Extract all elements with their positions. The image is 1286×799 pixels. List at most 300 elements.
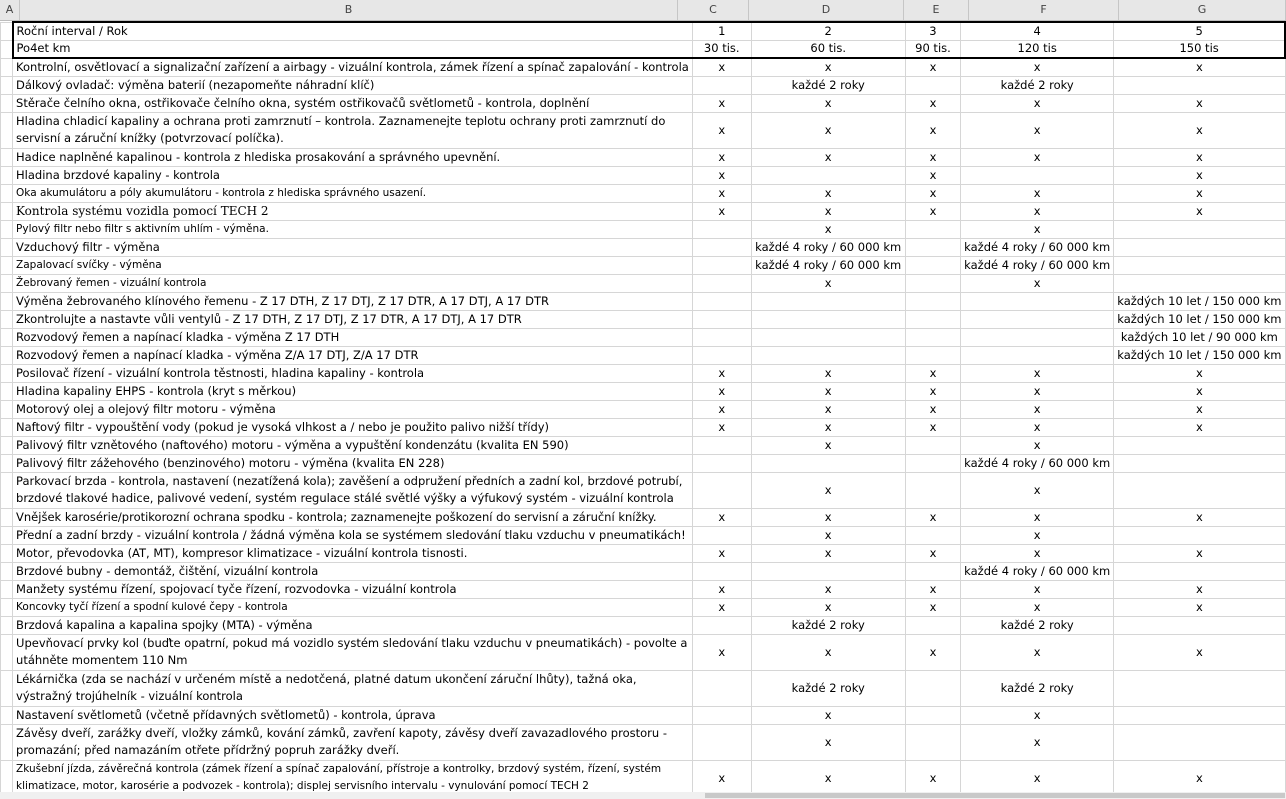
row-header-cell[interactable] — [1, 670, 13, 706]
table-row — [1, 400, 1286, 418]
interval-cell-e[interactable]: x — [905, 364, 960, 382]
interval-cell-d[interactable] — [751, 562, 905, 580]
task-cell[interactable]: Palivový filtr zážehového (benzinového) motoru - výměna (kvalita EN 228) — [13, 454, 693, 472]
interval-cell-e[interactable] — [905, 724, 960, 760]
task-cell[interactable]: Oka akumulátoru a póly akumulátoru - kontrola z hlediska správného usazení. — [13, 184, 693, 202]
interval-cell-e[interactable]: x — [905, 634, 960, 670]
interval-cell-f[interactable]: x — [961, 220, 1114, 238]
interval-cell-g[interactable] — [1114, 220, 1285, 238]
interval-cell-c[interactable]: x — [692, 418, 751, 436]
interval-cell-g[interactable] — [1114, 670, 1285, 706]
interval-cell-e[interactable] — [905, 454, 960, 472]
interval-cell-f[interactable]: x — [961, 508, 1114, 526]
interval-cell-e[interactable] — [905, 274, 960, 292]
interval-cell-d[interactable] — [751, 454, 905, 472]
table-row — [1, 634, 1286, 670]
interval-cell-d[interactable]: každé 4 roky / 60 000 km — [751, 238, 905, 256]
interval-cell-f[interactable]: x — [961, 634, 1114, 670]
task-cell[interactable]: Přední a zadní brzdy - vizuální kontrola / žádná výměna kola se systémem sledování tlaku vzduchu v pneumatikách! — [13, 526, 693, 544]
interval-cell-g[interactable]: x — [1114, 94, 1285, 112]
column-header-a[interactable]: A — [0, 0, 20, 20]
row-header-cell[interactable] — [1, 544, 13, 562]
maintenance-table — [0, 21, 1286, 797]
task-cell[interactable]: Rozvodový řemen a napínací kladka - výměna Z/A 17 DTJ, Z/A 17 DTR — [13, 346, 693, 364]
interval-cell-f[interactable]: x — [961, 598, 1114, 616]
interval-cell-f[interactable]: x — [961, 202, 1114, 220]
interval-cell-c[interactable]: x — [692, 202, 751, 220]
interval-cell-c[interactable] — [692, 328, 751, 346]
interval-cell-f[interactable]: každé 2 roky — [961, 670, 1114, 706]
interval-cell-g[interactable]: každých 10 let / 90 000 km — [1114, 328, 1285, 346]
interval-cell-c[interactable]: x — [692, 112, 751, 148]
table-row — [1, 706, 1286, 724]
interval-cell-d[interactable]: x — [751, 508, 905, 526]
interval-cell-g[interactable] — [1114, 238, 1285, 256]
row-header-cell[interactable] — [1, 472, 13, 508]
task-cell[interactable]: Dálkový ovladač: výměna baterií (nezapomeňte náhradní klíč) — [13, 76, 693, 94]
interval-cell-e[interactable]: x — [905, 580, 960, 598]
interval-cell-f[interactable]: x — [961, 400, 1114, 418]
interval-cell-f[interactable]: každé 2 roky — [961, 616, 1114, 634]
column-header-g[interactable]: G — [1119, 0, 1286, 20]
table-row — [1, 202, 1286, 220]
table-row — [1, 436, 1286, 454]
interval-cell-g[interactable]: každých 10 let / 150 000 km — [1114, 310, 1285, 328]
interval-cell-d[interactable]: x — [751, 58, 905, 76]
interval-cell-g[interactable]: x — [1114, 544, 1285, 562]
row-header-cell[interactable] — [1, 616, 13, 634]
header-label-cell[interactable]: Po4et km — [13, 40, 693, 58]
interval-cell-f[interactable]: každé 4 roky / 60 000 km — [961, 454, 1114, 472]
interval-cell-g[interactable]: každých 10 let / 150 000 km — [1114, 346, 1285, 364]
row-header-cell[interactable] — [1, 706, 13, 724]
interval-cell-e[interactable]: x — [905, 94, 960, 112]
task-cell[interactable]: Zkontrolujte a nastavte vůli ventylů - Z 17 DTH, Z 17 DTJ, Z 17 DTR, A 17 DTJ, A 17 DTR — [13, 310, 693, 328]
row-header-cell[interactable] — [1, 22, 13, 40]
interval-cell-c[interactable]: x — [692, 382, 751, 400]
column-header-e[interactable]: E — [904, 0, 969, 20]
table-row — [1, 166, 1286, 184]
interval-cell-c[interactable] — [692, 526, 751, 544]
task-cell[interactable]: Zkušební jízda, závěrečná kontrola (zámek řízení a spínač zapalování, přístroje a kontrolky, brzdový systém, řízení, systém klimatizace, motor, karosérie a podvozek - kontrola); displej servisního intervalu - vynulování pomocí TECH 2 — [13, 760, 693, 796]
row-header-cell[interactable] — [1, 724, 13, 760]
interval-cell-c[interactable]: x — [692, 400, 751, 418]
task-cell[interactable]: Rozvodový řemen a napínací kladka - výměna Z 17 DTH — [13, 328, 693, 346]
header-value-cell[interactable]: 5 — [1114, 22, 1285, 40]
interval-cell-f[interactable]: x — [961, 274, 1114, 292]
interval-cell-g[interactable] — [1114, 274, 1285, 292]
header-value-cell[interactable]: 1 — [692, 22, 751, 40]
interval-cell-g[interactable]: x — [1114, 634, 1285, 670]
interval-cell-d[interactable]: x — [751, 544, 905, 562]
interval-cell-c[interactable]: x — [692, 634, 751, 670]
table-row — [1, 670, 1286, 706]
interval-cell-d[interactable]: x — [751, 634, 905, 670]
interval-cell-f[interactable]: x — [961, 526, 1114, 544]
interval-cell-f[interactable]: x — [961, 436, 1114, 454]
interval-cell-g[interactable]: x — [1114, 364, 1285, 382]
interval-cell-c[interactable] — [692, 562, 751, 580]
interval-cell-f[interactable] — [961, 292, 1114, 310]
table-row — [1, 598, 1286, 616]
header-value-cell[interactable]: 60 tis. — [751, 40, 905, 58]
table-row — [1, 220, 1286, 238]
interval-cell-g[interactable] — [1114, 562, 1285, 580]
interval-cell-f[interactable]: x — [961, 58, 1114, 76]
table-row — [1, 58, 1286, 76]
interval-cell-d[interactable]: x — [751, 94, 905, 112]
interval-cell-e[interactable] — [905, 292, 960, 310]
interval-cell-c[interactable]: x — [692, 58, 751, 76]
interval-cell-c[interactable] — [692, 220, 751, 238]
interval-cell-e[interactable] — [905, 310, 960, 328]
task-cell[interactable]: Závěsy dveří, zarážky dveří, vložky zámků, kování zámků, zavření kapoty, závěsy dveří zavazadlového prostoru - promazání; před namazáním otřete přídržný popruh zarážky dveří. — [13, 724, 693, 760]
task-cell[interactable]: Motor, převodovka (AT, MT), kompresor klimatizace - vizuální kontrola tisnosti. — [13, 544, 693, 562]
task-cell[interactable]: Vnějšek karosérie/protikorozní ochrana spodku - kontrola; zaznamenejte poškození do servisní a záruční knížky. — [13, 508, 693, 526]
interval-cell-c[interactable] — [692, 310, 751, 328]
interval-cell-e[interactable]: x — [905, 544, 960, 562]
interval-cell-d[interactable]: x — [751, 400, 905, 418]
interval-cell-d[interactable]: každé 2 roky — [751, 616, 905, 634]
table-row — [1, 76, 1286, 94]
interval-cell-f[interactable]: každé 4 roky / 60 000 km — [961, 238, 1114, 256]
interval-cell-d[interactable]: každé 2 roky — [751, 76, 905, 94]
interval-cell-c[interactable] — [692, 670, 751, 706]
row-header-cell[interactable] — [1, 40, 13, 58]
interval-cell-g[interactable] — [1114, 454, 1285, 472]
table-row — [1, 472, 1286, 508]
interval-cell-g[interactable]: x — [1114, 400, 1285, 418]
task-cell[interactable]: Brzdové bubny - demontáž, čištění, vizuální kontrola — [13, 562, 693, 580]
interval-cell-f[interactable]: x — [961, 382, 1114, 400]
table-row — [1, 148, 1286, 166]
row-header-cell[interactable] — [1, 238, 13, 256]
interval-cell-e[interactable]: x — [905, 148, 960, 166]
interval-cell-f[interactable]: každé 2 roky — [961, 76, 1114, 94]
task-cell[interactable]: Vzduchový filtr - výměna — [13, 238, 693, 256]
interval-cell-d[interactable]: x — [751, 598, 905, 616]
interval-cell-d[interactable] — [751, 346, 905, 364]
row-header-cell[interactable] — [1, 382, 13, 400]
table-row — [1, 760, 1286, 796]
interval-cell-c[interactable]: x — [692, 598, 751, 616]
interval-cell-e[interactable]: x — [905, 400, 960, 418]
row-header-cell[interactable] — [1, 634, 13, 670]
interval-cell-d[interactable]: x — [751, 220, 905, 238]
interval-cell-d[interactable]: x — [751, 436, 905, 454]
interval-cell-g[interactable] — [1114, 526, 1285, 544]
interval-cell-c[interactable] — [692, 724, 751, 760]
column-header-d[interactable]: D — [749, 0, 904, 20]
interval-cell-c[interactable] — [692, 346, 751, 364]
interval-cell-d[interactable]: x — [751, 706, 905, 724]
interval-cell-f[interactable]: x — [961, 364, 1114, 382]
interval-cell-d[interactable]: x — [751, 382, 905, 400]
interval-cell-g[interactable] — [1114, 724, 1285, 760]
interval-cell-g[interactable]: x — [1114, 58, 1285, 76]
task-cell[interactable]: Hladina kapaliny EHPS - kontrola (kryt s měrkou) — [13, 382, 693, 400]
row-header-cell[interactable] — [1, 202, 13, 220]
interval-cell-e[interactable]: x — [905, 166, 960, 184]
interval-cell-c[interactable] — [692, 706, 751, 724]
interval-cell-g[interactable] — [1114, 436, 1285, 454]
task-cell[interactable]: Stěrače čelního okna, ostřikovače čelního okna, systém ostřikovačů světlometů - kontrola, doplnění — [13, 94, 693, 112]
interval-cell-d[interactable]: každé 4 roky / 60 000 km — [751, 256, 905, 274]
interval-cell-e[interactable] — [905, 706, 960, 724]
column-header-c[interactable]: C — [678, 0, 749, 20]
interval-cell-c[interactable] — [692, 238, 751, 256]
table-row — [1, 112, 1286, 148]
interval-cell-c[interactable] — [692, 616, 751, 634]
interval-cell-e[interactable] — [905, 472, 960, 508]
header-value-cell[interactable]: 4 — [961, 22, 1114, 40]
row-header-cell[interactable] — [1, 418, 13, 436]
interval-cell-g[interactable]: x — [1114, 382, 1285, 400]
interval-cell-e[interactable]: x — [905, 112, 960, 148]
table-row — [1, 616, 1286, 634]
row-header-cell[interactable] — [1, 436, 13, 454]
interval-cell-f[interactable]: x — [961, 112, 1114, 148]
row-header-cell[interactable] — [1, 598, 13, 616]
column-header-b[interactable]: B — [20, 0, 678, 20]
table-row — [1, 418, 1286, 436]
interval-cell-g[interactable]: x — [1114, 580, 1285, 598]
interval-cell-e[interactable] — [905, 670, 960, 706]
task-cell[interactable]: Motorový olej a olejový filtr motoru - výměna — [13, 400, 693, 418]
interval-cell-f[interactable]: x — [961, 544, 1114, 562]
interval-cell-d[interactable]: x — [751, 472, 905, 508]
table-row — [1, 184, 1286, 202]
interval-cell-g[interactable]: x — [1114, 202, 1285, 220]
interval-cell-d[interactable]: x — [751, 112, 905, 148]
header-value-cell[interactable]: 90 tis. — [905, 40, 960, 58]
interval-cell-d[interactable]: x — [751, 724, 905, 760]
table-row — [1, 562, 1286, 580]
row-header-cell[interactable] — [1, 526, 13, 544]
header-value-cell[interactable]: 30 tis. — [692, 40, 751, 58]
interval-cell-d[interactable]: x — [751, 148, 905, 166]
interval-cell-c[interactable] — [692, 274, 751, 292]
interval-cell-g[interactable]: x — [1114, 418, 1285, 436]
task-cell[interactable]: Palivový filtr vznětového (naftového) motoru - výměna a vypuštění kondenzátu (kvalita EN 590) — [13, 436, 693, 454]
row-header-cell[interactable] — [1, 346, 13, 364]
task-cell[interactable]: Žebrovaný řemen - vizuální kontrola — [13, 274, 693, 292]
interval-cell-d[interactable] — [751, 310, 905, 328]
interval-cell-c[interactable]: x — [692, 148, 751, 166]
interval-cell-d[interactable]: x — [751, 184, 905, 202]
task-cell[interactable]: Pylový filtr nebo filtr s aktivním uhlím - výměna. — [13, 220, 693, 238]
header-row — [1, 22, 1286, 40]
interval-cell-c[interactable]: x — [692, 544, 751, 562]
interval-cell-e[interactable] — [905, 562, 960, 580]
interval-cell-g[interactable]: x — [1114, 184, 1285, 202]
header-value-cell[interactable]: 150 tis — [1114, 40, 1285, 58]
interval-cell-d[interactable]: x — [751, 580, 905, 598]
interval-cell-e[interactable] — [905, 436, 960, 454]
row-header-cell[interactable] — [1, 454, 13, 472]
interval-cell-f[interactable]: x — [961, 706, 1114, 724]
interval-cell-d[interactable] — [751, 166, 905, 184]
interval-cell-d[interactable]: x — [751, 760, 905, 796]
interval-cell-e[interactable]: x — [905, 418, 960, 436]
interval-cell-g[interactable] — [1114, 76, 1285, 94]
interval-cell-d[interactable]: x — [751, 364, 905, 382]
interval-cell-f[interactable]: x — [961, 724, 1114, 760]
interval-cell-f[interactable]: x — [961, 580, 1114, 598]
table-row — [1, 292, 1286, 310]
task-cell[interactable]: Kontrolní, osvětlovací a signalizační zařízení a airbagy - vizuální kontrola, zámek řízení a spínač zapalování - kontrola — [13, 58, 693, 76]
interval-cell-e[interactable] — [905, 328, 960, 346]
row-header-cell[interactable] — [1, 310, 13, 328]
task-cell[interactable]: Koncovky tyčí řízení a spodní kulové čepy - kontrola — [13, 598, 693, 616]
task-cell[interactable]: Kontrola systému vozidla pomocí TECH 2 — [13, 202, 693, 220]
horizontal-scrollbar[interactable] — [0, 792, 1286, 799]
interval-cell-g[interactable]: x — [1114, 148, 1285, 166]
row-header-cell[interactable] — [1, 94, 13, 112]
interval-cell-e[interactable] — [905, 346, 960, 364]
task-cell[interactable]: Parkovací brzda - kontrola, nastavení (nezatížená kola); zavěšení a odpružení předních a zadní kol, brzdové potrubí, brzdové tlakové hadice, palivové vedení, systém regulace stálé světlé výšky a výfukový systém - vizuální kontrola — [13, 472, 693, 508]
row-header-cell[interactable] — [1, 508, 13, 526]
task-cell[interactable]: Brzdová kapalina a kapalina spojky (MTA) - výměna — [13, 616, 693, 634]
interval-cell-c[interactable]: x — [692, 508, 751, 526]
interval-cell-c[interactable]: x — [692, 184, 751, 202]
task-cell[interactable]: Upevňovací prvky kol (buďte opatrní, pokud má vozidlo systém sledování tlaku vzduchu v pneumatikách) - povolte a utáhněte momentem 110 Nm — [13, 634, 693, 670]
interval-cell-c[interactable] — [692, 472, 751, 508]
interval-cell-e[interactable] — [905, 526, 960, 544]
interval-cell-e[interactable] — [905, 616, 960, 634]
interval-cell-f[interactable]: x — [961, 184, 1114, 202]
interval-cell-d[interactable]: x — [751, 418, 905, 436]
interval-cell-e[interactable]: x — [905, 598, 960, 616]
interval-cell-g[interactable] — [1114, 706, 1285, 724]
interval-cell-f[interactable]: x — [961, 418, 1114, 436]
task-cell[interactable]: Hladina chladicí kapaliny a ochrana proti zamrznutí – kontrola. Zaznamenejte teplotu ochrany proti zamrznutí do servisní a záruční knížky (potvrzovací políčka). — [13, 112, 693, 148]
table-row — [1, 526, 1286, 544]
table-row — [1, 382, 1286, 400]
interval-cell-g[interactable] — [1114, 472, 1285, 508]
header-label-cell[interactable]: Roční interval / Rok — [13, 22, 693, 40]
header-value-cell[interactable]: 120 tis — [961, 40, 1114, 58]
interval-cell-e[interactable]: x — [905, 58, 960, 76]
interval-cell-g[interactable]: x — [1114, 508, 1285, 526]
header-row — [1, 40, 1286, 58]
row-header-cell[interactable] — [1, 220, 13, 238]
task-cell[interactable]: Nastavení světlometů (včetně přídavných světlometů) - kontrola, úprava — [13, 706, 693, 724]
interval-cell-f[interactable] — [961, 346, 1114, 364]
row-header-cell[interactable] — [1, 292, 13, 310]
interval-cell-f[interactable]: x — [961, 472, 1114, 508]
header-value-cell[interactable]: 3 — [905, 22, 960, 40]
interval-cell-e[interactable] — [905, 76, 960, 94]
row-header-cell[interactable] — [1, 328, 13, 346]
table-row — [1, 346, 1286, 364]
task-cell[interactable]: Naftový filtr - vypouštění vody (pokud je vysoká vlhkost a / nebo je použito palivo nižší třídy) — [13, 418, 693, 436]
interval-cell-e[interactable] — [905, 220, 960, 238]
interval-cell-e[interactable]: x — [905, 184, 960, 202]
row-header-cell[interactable] — [1, 58, 13, 76]
interval-cell-g[interactable]: x — [1114, 760, 1285, 796]
row-header-cell[interactable] — [1, 760, 13, 796]
interval-cell-e[interactable] — [905, 238, 960, 256]
interval-cell-c[interactable]: x — [692, 364, 751, 382]
task-cell[interactable]: Manžety systému řízení, spojovací tyče řízení, rozvodovka - vizuální kontrola — [13, 580, 693, 598]
interval-cell-g[interactable]: každých 10 let / 150 000 km — [1114, 292, 1285, 310]
interval-cell-g[interactable] — [1114, 616, 1285, 634]
interval-cell-f[interactable] — [961, 310, 1114, 328]
interval-cell-g[interactable] — [1114, 256, 1285, 274]
interval-cell-d[interactable]: každé 2 roky — [751, 670, 905, 706]
interval-cell-e[interactable]: x — [905, 202, 960, 220]
column-header-f[interactable]: F — [969, 0, 1119, 20]
interval-cell-c[interactable] — [692, 292, 751, 310]
row-header-cell[interactable] — [1, 148, 13, 166]
row-header-cell[interactable] — [1, 274, 13, 292]
table-row — [1, 328, 1286, 346]
scrollbar-thumb[interactable] — [705, 793, 1285, 798]
table-row — [1, 256, 1286, 274]
row-header-cell[interactable] — [1, 112, 13, 148]
row-header-cell[interactable] — [1, 364, 13, 382]
interval-cell-c[interactable] — [692, 436, 751, 454]
interval-cell-c[interactable]: x — [692, 166, 751, 184]
row-header-cell[interactable] — [1, 562, 13, 580]
table-row — [1, 274, 1286, 292]
table-row — [1, 364, 1286, 382]
interval-cell-d[interactable]: x — [751, 202, 905, 220]
interval-cell-c[interactable] — [692, 76, 751, 94]
row-header-cell[interactable] — [1, 166, 13, 184]
interval-cell-f[interactable]: každé 4 roky / 60 000 km — [961, 256, 1114, 274]
task-cell[interactable]: Výměna žebrovaného klínového řemenu - Z 17 DTH, Z 17 DTJ, Z 17 DTR, A 17 DTJ, A 17 DTR — [13, 292, 693, 310]
task-cell[interactable]: Hladina brzdové kapaliny - kontrola — [13, 166, 693, 184]
interval-cell-c[interactable]: x — [692, 580, 751, 598]
interval-cell-f[interactable] — [961, 328, 1114, 346]
interval-cell-g[interactable]: x — [1114, 166, 1285, 184]
interval-cell-f[interactable]: x — [961, 94, 1114, 112]
interval-cell-d[interactable] — [751, 328, 905, 346]
interval-cell-e[interactable]: x — [905, 382, 960, 400]
interval-cell-e[interactable] — [905, 256, 960, 274]
interval-cell-d[interactable]: x — [751, 274, 905, 292]
task-cell[interactable]: Zapalovací svíčky - výměna — [13, 256, 693, 274]
interval-cell-c[interactable]: x — [692, 94, 751, 112]
interval-cell-f[interactable]: každé 4 roky / 60 000 km — [961, 562, 1114, 580]
interval-cell-c[interactable] — [692, 256, 751, 274]
interval-cell-g[interactable]: x — [1114, 112, 1285, 148]
row-header-cell[interactable] — [1, 184, 13, 202]
interval-cell-e[interactable]: x — [905, 760, 960, 796]
interval-cell-d[interactable] — [751, 292, 905, 310]
row-header-cell[interactable] — [1, 400, 13, 418]
interval-cell-f[interactable]: x — [961, 148, 1114, 166]
row-header-cell[interactable] — [1, 256, 13, 274]
interval-cell-c[interactable] — [692, 454, 751, 472]
task-cell[interactable]: Lékárnička (zda se nachází v určeném místě a nedotčená, platné datum ukončení záruční lhůty), tažná oka, výstražný trojúhelník - vizuální kontrola — [13, 670, 693, 706]
interval-cell-c[interactable]: x — [692, 760, 751, 796]
interval-cell-f[interactable] — [961, 166, 1114, 184]
task-cell[interactable]: Hadice naplněné kapalinou - kontrola z hlediska prosakování a správného upevnění. — [13, 148, 693, 166]
row-header-cell[interactable] — [1, 76, 13, 94]
interval-cell-g[interactable]: x — [1114, 598, 1285, 616]
task-cell[interactable]: Posilovač řízení - vizuální kontrola těstnosti, hladina kapaliny - kontrola — [13, 364, 693, 382]
interval-cell-d[interactable]: x — [751, 526, 905, 544]
table-row — [1, 580, 1286, 598]
interval-cell-e[interactable]: x — [905, 508, 960, 526]
interval-cell-f[interactable]: x — [961, 760, 1114, 796]
header-value-cell[interactable]: 2 — [751, 22, 905, 40]
row-header-cell[interactable] — [1, 580, 13, 598]
table-row — [1, 310, 1286, 328]
